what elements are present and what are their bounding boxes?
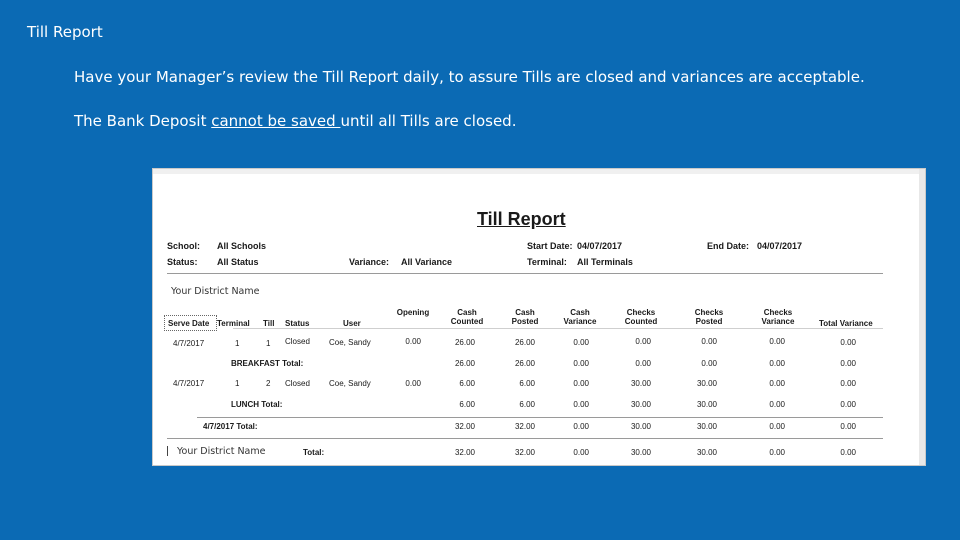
header-rule bbox=[233, 328, 883, 329]
cell-till: 1 bbox=[266, 339, 271, 348]
cell-checks-counted: 0.00 bbox=[635, 337, 651, 346]
cell-opening: 0.00 bbox=[405, 337, 421, 346]
col-opening: Opening bbox=[396, 308, 430, 317]
till-report-screenshot bbox=[152, 168, 926, 466]
cell-cash-counted: 6.00 bbox=[459, 379, 475, 388]
col-checks-counted: Checks Counted bbox=[624, 308, 658, 326]
cell-checks-counted: 30.00 bbox=[630, 448, 651, 457]
cell-cash-posted: 6.00 bbox=[519, 379, 535, 388]
bullet-bank-deposit bbox=[74, 112, 516, 130]
cell-checks-posted: 0.00 bbox=[701, 337, 717, 346]
district-name-total: Your District Name bbox=[177, 446, 266, 457]
cell-user: Coe, Sandy bbox=[329, 379, 371, 388]
bullet-text-before: The Bank Deposit bbox=[74, 112, 212, 130]
col-cash-posted: Cash Posted bbox=[511, 308, 539, 326]
cell-checks-posted: 0.00 bbox=[701, 359, 717, 368]
cell-terminal: 1 bbox=[235, 379, 240, 388]
terminal-label: Terminal: bbox=[527, 257, 567, 267]
cell-total-variance: 0.00 bbox=[840, 379, 856, 388]
cell-checks-counted: 30.00 bbox=[630, 422, 651, 431]
cell-cash-posted: 26.00 bbox=[514, 338, 535, 347]
district-name: Your District Name bbox=[171, 286, 260, 297]
cell-cash-posted: 32.00 bbox=[514, 422, 535, 431]
col-checks-posted: Checks Posted bbox=[694, 308, 724, 326]
status-label: Status: bbox=[167, 257, 198, 267]
variance-value: All Variance bbox=[401, 257, 453, 267]
cell-cash-counted: 32.00 bbox=[454, 448, 475, 457]
col-user: User bbox=[343, 319, 361, 328]
cell-total-variance: 0.00 bbox=[840, 359, 856, 368]
cell-checks-variance: 0.00 bbox=[769, 359, 785, 368]
cell-checks-posted: 30.00 bbox=[696, 400, 717, 409]
cell-cash-variance: 0.00 bbox=[573, 338, 589, 347]
cell-cash-variance: 0.00 bbox=[573, 448, 589, 457]
cell-total-variance: 0.00 bbox=[840, 338, 856, 347]
cell-checks-variance: 0.00 bbox=[769, 400, 785, 409]
cell-date: 4/7/2017 bbox=[173, 339, 205, 348]
cell-checks-posted: 30.00 bbox=[696, 448, 717, 457]
date-total-separator bbox=[197, 417, 883, 418]
col-terminal: Terminal bbox=[217, 319, 250, 328]
bullet-underlined-text: cannot be saved bbox=[211, 112, 341, 130]
slide-title: Till Report bbox=[27, 23, 103, 41]
school-value: All Schools bbox=[217, 241, 267, 251]
cell-cash-variance: 0.00 bbox=[573, 359, 589, 368]
cell-cash-posted: 26.00 bbox=[514, 359, 535, 368]
cell-date: 4/7/2017 bbox=[173, 379, 205, 388]
col-checks-variance: Checks Variance bbox=[761, 308, 795, 326]
col-till: Till bbox=[263, 319, 275, 328]
col-status: Status bbox=[285, 319, 310, 328]
start-date-label: Start Date: bbox=[527, 241, 573, 251]
end-date-label: End Date: bbox=[707, 241, 750, 251]
col-cash-variance: Cash Variance bbox=[563, 308, 597, 326]
cell-cash-counted: 26.00 bbox=[454, 359, 475, 368]
cell-cash-variance: 0.00 bbox=[573, 422, 589, 431]
cell-cash-counted: 32.00 bbox=[454, 422, 475, 431]
cell-status: Closed bbox=[285, 379, 310, 388]
cell-cash-posted: 32.00 bbox=[514, 448, 535, 457]
report-top-edge bbox=[153, 169, 925, 174]
cell-checks-posted: 30.00 bbox=[696, 379, 717, 388]
col-cash-counted: Cash Counted bbox=[450, 308, 484, 326]
cell-checks-counted: 30.00 bbox=[630, 379, 651, 388]
filter-separator bbox=[167, 273, 883, 274]
cell-checks-counted: 30.00 bbox=[630, 400, 651, 409]
cell-cash-variance: 0.00 bbox=[573, 379, 589, 388]
report-title: Till Report bbox=[477, 209, 566, 229]
cell-cash-counted: 26.00 bbox=[454, 338, 475, 347]
grand-total-label: Total: bbox=[303, 448, 325, 457]
school-label: School: bbox=[167, 241, 200, 251]
variance-label: Variance: bbox=[349, 257, 390, 267]
cell-status: Closed bbox=[285, 337, 310, 346]
cell-total-variance: 0.00 bbox=[840, 448, 856, 457]
start-date-value: 04/07/2017 bbox=[577, 241, 623, 251]
end-date-value: 04/07/2017 bbox=[757, 241, 803, 251]
bullet-text-after: until all Tills are closed. bbox=[340, 112, 517, 130]
grand-total-separator bbox=[167, 438, 883, 439]
cell-checks-counted: 0.00 bbox=[635, 359, 651, 368]
subtotal-label: BREAKFAST Total: bbox=[231, 359, 304, 368]
col-serve-date: Serve Date bbox=[168, 319, 210, 328]
cell-cash-counted: 6.00 bbox=[459, 400, 475, 409]
cell-checks-variance: 0.00 bbox=[769, 422, 785, 431]
cell-user: Coe, Sandy bbox=[329, 338, 371, 347]
cell-total-variance: 0.00 bbox=[840, 422, 856, 431]
cell-cash-posted: 6.00 bbox=[519, 400, 535, 409]
cell-till: 2 bbox=[266, 379, 271, 388]
cell-checks-posted: 30.00 bbox=[696, 422, 717, 431]
subtotal-label: LUNCH Total: bbox=[231, 400, 283, 409]
cell-checks-variance: 0.00 bbox=[769, 337, 785, 346]
bullet-review: Have your Manager’s review the Till Report daily, to assure Tills are closed and variances are acceptable. bbox=[74, 68, 865, 86]
report-right-edge bbox=[919, 169, 925, 465]
row-marker bbox=[167, 446, 168, 456]
cell-opening: 0.00 bbox=[405, 379, 421, 388]
terminal-value: All Terminals bbox=[577, 257, 633, 267]
date-total-label: 4/7/2017 Total: bbox=[203, 422, 258, 431]
cell-total-variance: 0.00 bbox=[840, 400, 856, 409]
cell-checks-variance: 0.00 bbox=[769, 379, 785, 388]
col-total-variance: Total Variance bbox=[819, 319, 873, 328]
cell-terminal: 1 bbox=[235, 339, 240, 348]
cell-checks-variance: 0.00 bbox=[769, 448, 785, 457]
cell-cash-variance: 0.00 bbox=[573, 400, 589, 409]
status-value: All Status bbox=[217, 257, 259, 267]
